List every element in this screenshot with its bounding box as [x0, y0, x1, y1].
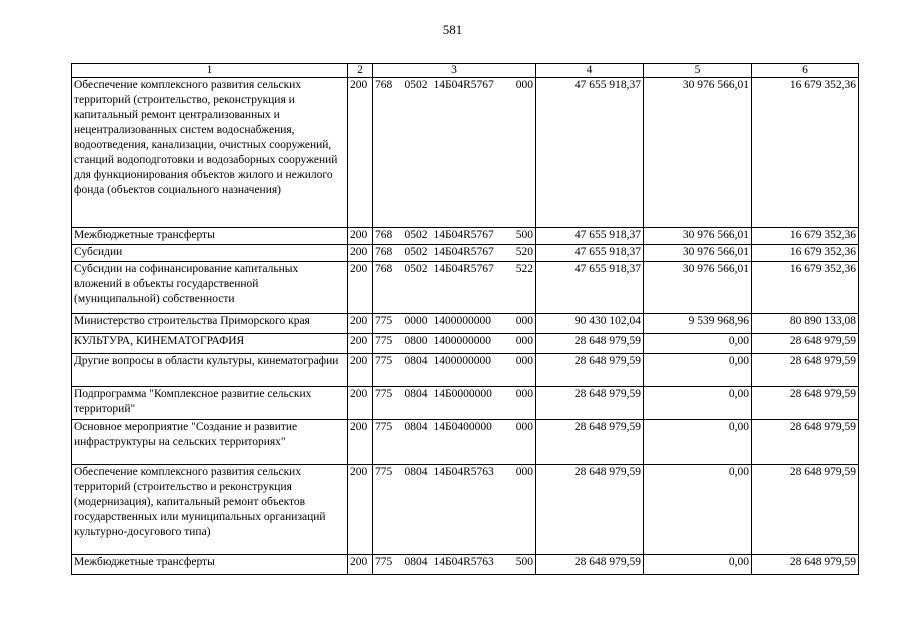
classification-code — [375, 555, 533, 570]
row-amount-col4-cell: 28 648 979,59 — [536, 354, 644, 387]
table-row — [72, 387, 859, 420]
row-amount-col6-cell: 28 648 979,59 — [752, 354, 859, 387]
expense-type-code: 500 — [515, 556, 533, 568]
ministry-code: 775 — [375, 315, 393, 327]
row-amount-col6-cell: 28 648 979,59 — [752, 420, 859, 465]
expense-type-code: 000 — [515, 466, 533, 478]
row-amount-col4-cell: 28 648 979,59 — [536, 387, 644, 420]
target-article-code: 14Б0400000 — [433, 421, 492, 433]
row-amount-col5-cell: 30 976 566,01 — [644, 245, 752, 262]
classification-code — [375, 245, 533, 260]
table-row — [72, 555, 859, 575]
row-amount-col5-cell: 9 539 968,96 — [644, 314, 752, 334]
row-amount-col5-cell: 0,00 — [644, 420, 752, 465]
expense-type-code: 522 — [515, 263, 533, 275]
row-amount-col4-cell: 28 648 979,59 — [536, 555, 644, 575]
section-code: 0502 — [404, 229, 428, 241]
section-code: 0800 — [404, 335, 428, 347]
row-amount-col4-cell: 90 430 102,04 — [536, 314, 644, 334]
column-number-row — [72, 64, 859, 78]
target-article-code: 14Б04R5763 — [433, 466, 494, 478]
ministry-code: 768 — [375, 246, 393, 258]
row-code-200-cell: 200 — [348, 262, 373, 314]
expense-type-code: 000 — [515, 388, 533, 400]
classification-code — [375, 420, 533, 435]
row-amount-col5-cell: 30 976 566,01 — [644, 78, 752, 228]
row-name-cell: Межбюджетные трансферты — [72, 555, 348, 575]
row-name-cell: Обеспечение комплексного развития сельских территорий (строительство и реконструкция (модернизация), капитальный ремонт объектов государственных или муниципальных организаций культурно-досугового типа) — [72, 465, 348, 555]
table-row — [72, 245, 859, 262]
section-code: 0804 — [404, 388, 428, 400]
section-code: 0804 — [404, 556, 428, 568]
row-amount-col6-cell: 16 679 352,36 — [752, 78, 859, 228]
row-amount-col4-cell: 28 648 979,59 — [536, 420, 644, 465]
row-amount-col5-cell: 0,00 — [644, 387, 752, 420]
row-amount-col6-cell: 16 679 352,36 — [752, 228, 859, 245]
column-header: 6 — [752, 64, 859, 78]
column-header: 5 — [644, 64, 752, 78]
section-code: 0804 — [404, 421, 428, 433]
row-classification-code-cell — [373, 420, 536, 465]
classification-code — [375, 262, 533, 277]
ministry-code: 775 — [375, 466, 393, 478]
row-name-cell: Субсидии — [72, 245, 348, 262]
row-classification-code-cell — [373, 78, 536, 228]
table-row — [72, 228, 859, 245]
target-article-code: 14Б04R5767 — [433, 79, 494, 91]
row-amount-col4-cell: 47 655 918,37 — [536, 245, 644, 262]
target-article-code: 14Б04R5767 — [433, 246, 494, 258]
expense-type-code: 500 — [515, 229, 533, 241]
row-code-200-cell: 200 — [348, 245, 373, 262]
expense-type-code: 520 — [515, 246, 533, 258]
target-article-code: 1400000000 — [433, 315, 492, 327]
section-code: 0502 — [404, 246, 428, 258]
row-amount-col6-cell: 80 890 133,08 — [752, 314, 859, 334]
table-row — [72, 262, 859, 314]
expense-type-code: 000 — [515, 421, 533, 433]
row-classification-code-cell — [373, 228, 536, 245]
target-article-code: 14Б0000000 — [433, 388, 492, 400]
section-code: 0502 — [404, 263, 428, 275]
section-code: 0804 — [404, 355, 428, 367]
ministry-code: 768 — [375, 263, 393, 275]
row-classification-code-cell — [373, 387, 536, 420]
section-code: 0804 — [404, 466, 428, 478]
row-code-200-cell: 200 — [348, 334, 373, 354]
column-header: 2 — [348, 64, 373, 78]
column-header: 3 — [373, 64, 536, 78]
row-amount-col4-cell: 47 655 918,37 — [536, 262, 644, 314]
ministry-code: 768 — [375, 79, 393, 91]
expense-type-code: 000 — [515, 315, 533, 327]
row-code-200-cell: 200 — [348, 387, 373, 420]
budget-table — [71, 63, 859, 575]
row-classification-code-cell — [373, 465, 536, 555]
row-amount-col6-cell: 28 648 979,59 — [752, 334, 859, 354]
row-name-cell: КУЛЬТУРА, КИНЕМАТОГРАФИЯ — [72, 334, 348, 354]
table-row — [72, 78, 859, 228]
row-code-200-cell: 200 — [348, 228, 373, 245]
classification-code — [375, 314, 533, 329]
row-amount-col6-cell: 28 648 979,59 — [752, 387, 859, 420]
target-article-code: 1400000000 — [433, 355, 492, 367]
target-article-code: 14Б04R5767 — [433, 229, 494, 241]
classification-code — [375, 465, 533, 480]
row-name-cell: Субсидии на софинансирование капитальных вложений в объекты государственной (муниципальной) собственности — [72, 262, 348, 314]
row-name-cell: Подпрограмма "Комплексное развитие сельских территорий" — [72, 387, 348, 420]
row-amount-col6-cell: 28 648 979,59 — [752, 465, 859, 555]
row-amount-col5-cell: 30 976 566,01 — [644, 262, 752, 314]
table-row — [72, 420, 859, 465]
row-classification-code-cell — [373, 314, 536, 334]
row-name-cell: Другие вопросы в области культуры, кинематографии — [72, 354, 348, 387]
classification-code — [375, 78, 533, 93]
section-code: 0502 — [404, 79, 428, 91]
table-row — [72, 465, 859, 555]
row-classification-code-cell — [373, 334, 536, 354]
ministry-code: 775 — [375, 556, 393, 568]
ministry-code: 775 — [375, 388, 393, 400]
ministry-code: 768 — [375, 229, 393, 241]
row-code-200-cell: 200 — [348, 465, 373, 555]
column-header: 1 — [72, 64, 348, 78]
row-classification-code-cell — [373, 262, 536, 314]
row-amount-col4-cell: 47 655 918,37 — [536, 228, 644, 245]
page-number: 581 — [442, 22, 463, 37]
row-amount-col6-cell: 16 679 352,36 — [752, 245, 859, 262]
ministry-code: 775 — [375, 421, 393, 433]
ministry-code: 775 — [375, 355, 393, 367]
classification-code — [375, 387, 533, 402]
row-amount-col5-cell: 30 976 566,01 — [644, 228, 752, 245]
classification-code — [375, 334, 533, 349]
section-code: 0000 — [404, 315, 428, 327]
row-name-cell: Министерство строительства Приморского края — [72, 314, 348, 334]
row-amount-col5-cell: 0,00 — [644, 555, 752, 575]
target-article-code: 1400000000 — [433, 335, 492, 347]
row-name-cell: Обеспечение комплексного развития сельских территорий (строительство, реконструкция и капитальный ремонт централизованных и нецентрализованных систем водоснабжения, водоотведения, канализации, очистных сооружений, станций водоподготовки и водозаборных сооружений для функционирования объектов жилого и нежилого фонда (объектов социального назначения) — [72, 78, 348, 228]
row-name-cell: Межбюджетные трансферты — [72, 228, 348, 245]
classification-code — [375, 228, 533, 243]
row-code-200-cell: 200 — [348, 314, 373, 334]
row-code-200-cell: 200 — [348, 555, 373, 575]
row-code-200-cell: 200 — [348, 420, 373, 465]
row-amount-col4-cell: 47 655 918,37 — [536, 78, 644, 228]
row-amount-col6-cell: 16 679 352,36 — [752, 262, 859, 314]
row-amount-col4-cell: 28 648 979,59 — [536, 334, 644, 354]
target-article-code: 14Б04R5767 — [433, 263, 494, 275]
expense-type-code: 000 — [515, 355, 533, 367]
table-row — [72, 354, 859, 387]
row-code-200-cell: 200 — [348, 354, 373, 387]
row-classification-code-cell — [373, 245, 536, 262]
row-amount-col5-cell: 0,00 — [644, 465, 752, 555]
row-classification-code-cell — [373, 555, 536, 575]
expense-type-code: 000 — [515, 79, 533, 91]
row-amount-col6-cell: 28 648 979,59 — [752, 555, 859, 575]
table-row — [72, 314, 859, 334]
table-row — [72, 334, 859, 354]
classification-code — [375, 354, 533, 369]
expense-type-code: 000 — [515, 335, 533, 347]
column-header: 4 — [536, 64, 644, 78]
row-amount-col5-cell: 0,00 — [644, 354, 752, 387]
target-article-code: 14Б04R5763 — [433, 556, 494, 568]
row-amount-col5-cell: 0,00 — [644, 334, 752, 354]
row-code-200-cell: 200 — [348, 78, 373, 228]
row-amount-col4-cell: 28 648 979,59 — [536, 465, 644, 555]
ministry-code: 775 — [375, 335, 393, 347]
row-name-cell: Основное мероприятие "Создание и развитие инфраструктуры на сельских территориях" — [72, 420, 348, 465]
row-classification-code-cell — [373, 354, 536, 387]
